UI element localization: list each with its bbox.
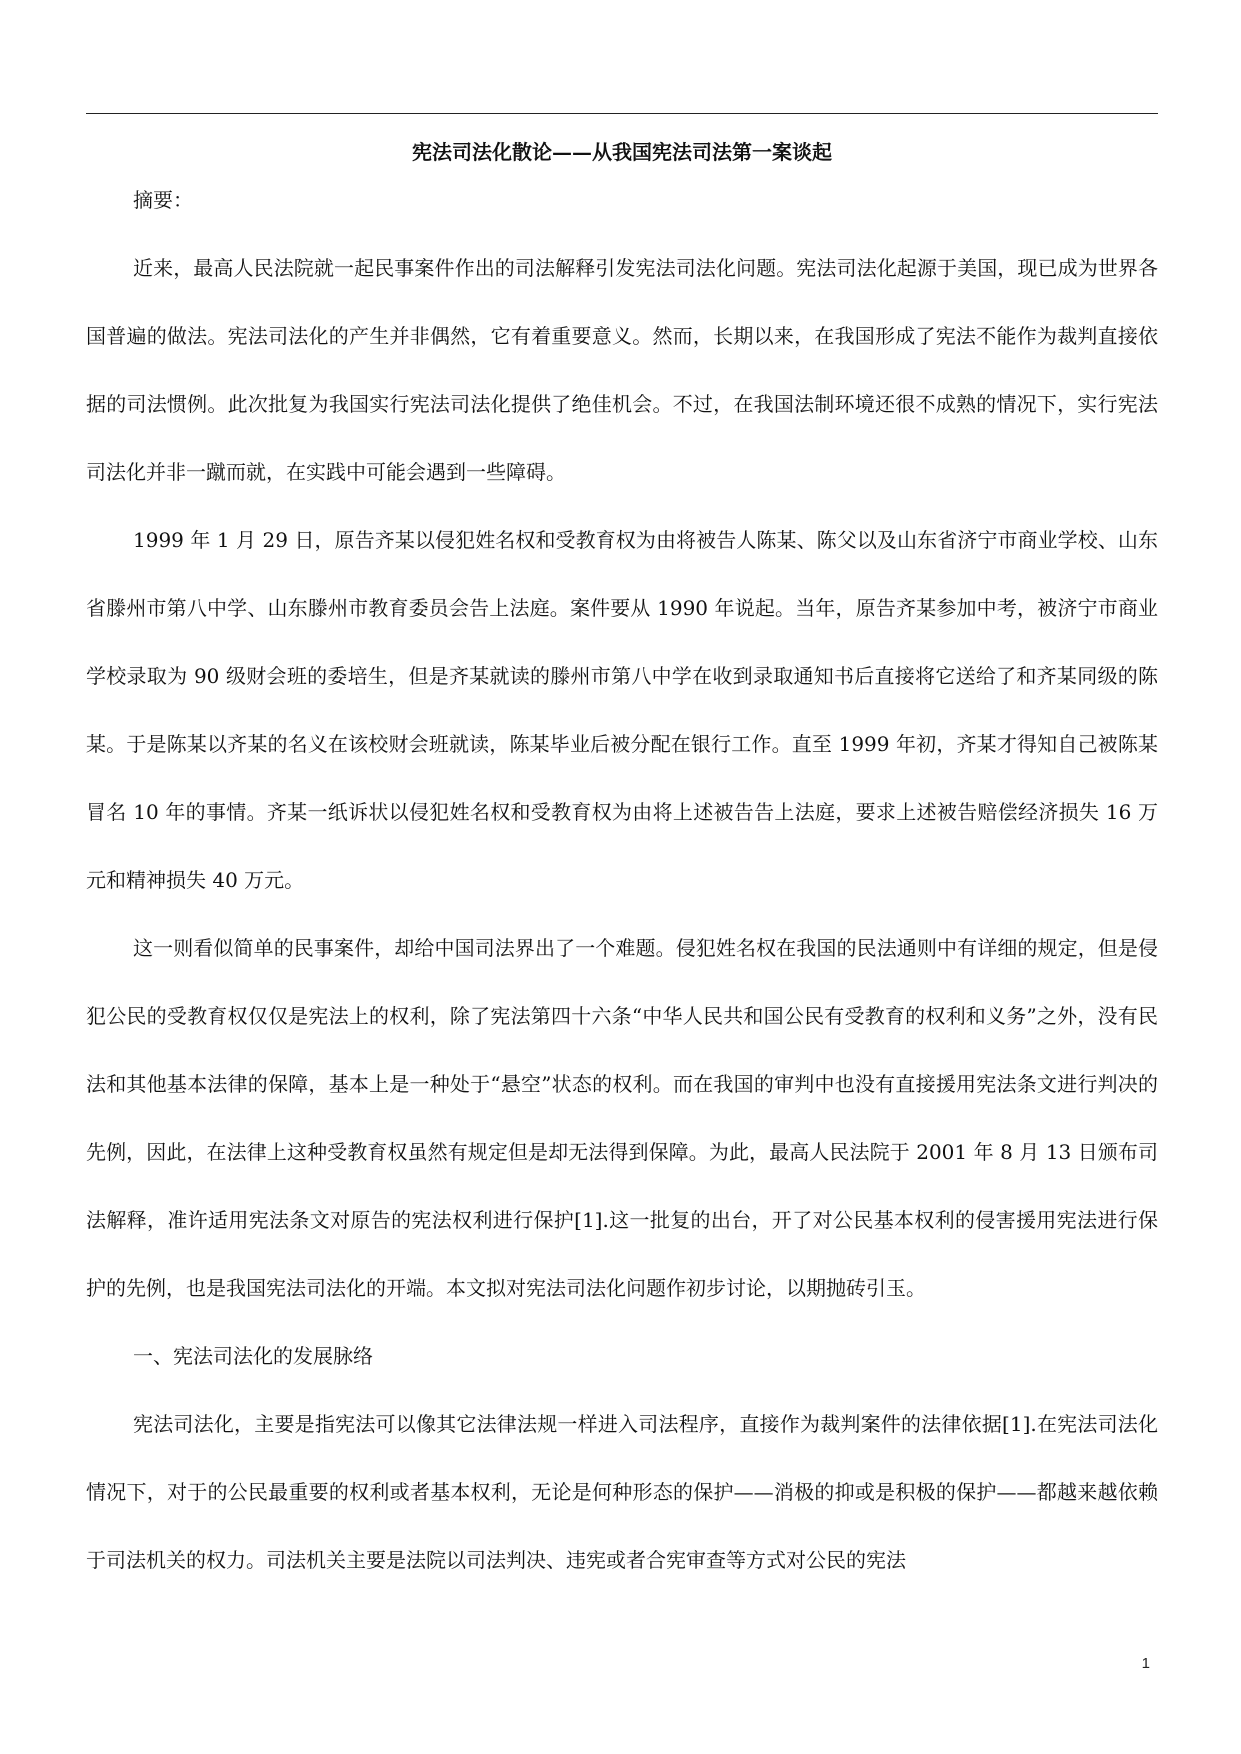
document-title: 宪法司法化散论——从我国宪法司法第一案谈起 xyxy=(412,140,832,164)
abstract-paragraph: 近来，最高人民法院就一起民事案件作出的司法解释引发宪法司法化问题。宪法司法化起源于美国，现已成为世界各国普遍的做法。宪法司法化的产生并非偶然，它有着重要意义。然而，长期以来，在我国形成了宪法不能作为裁判直接依据的司法惯例。此次批复为我国实行宪法司法化提供了绝佳机会。不过，在我国法制环境还很不成熟的情况下，实行宪法司法化并非一蹴而就，在实践中可能会遇到一些障碍。 xyxy=(86,256,1158,484)
abstract-heading: 摘要： xyxy=(133,188,193,212)
case-background-paragraph: 1999 年 1 月 29 日，原告齐某以侵犯姓名权和受教育权为由将被告人陈某、陈父以及山东省济宁市商业学校、山东省滕州市第八中学、山东滕州市教育委员会告上法庭。案件要从 1990 年说起。当年，原告齐某参加中考，被济宁市商业学校录取为 90 级财会班的委培生，但是齐某就读的滕州市第八中学在收到录取通知书后直接将它送给了和齐某同级的陈某。于是陈某以齐某的名义在该校财会班就读，陈某毕业后被分配在银行工作。直至 1999 年初，齐某才得知自己被陈某冒名 10 年的事情。齐某一纸诉状以侵犯姓名权和受教育权为由将上述被告告上法庭，要求上述被告赔偿经济损失 16 万元和精神损失 40 万元。 xyxy=(86,528,1158,892)
section-paragraph: 宪法司法化，主要是指宪法可以像其它法律法规一样进入司法程序，直接作为裁判案件的法律依据[1].在宪法司法化情况下，对于的公民最重要的权利或者基本权利，无论是何种形态的保护——消极的抑或是积极的保护——都越来越依赖于司法机关的权力。司法机关主要是法院以司法判决、违宪或者合宪审查等方式对公民的宪法 xyxy=(86,1412,1158,1572)
section-heading: 一、宪法司法化的发展脉络 xyxy=(133,1344,373,1368)
legal-problem-paragraph: 这一则看似简单的民事案件，却给中国司法界出了一个难题。侵犯姓名权在我国的民法通则中有详细的规定，但是侵犯公民的受教育权仅仅是宪法上的权利，除了宪法第四十六条“中华人民共和国公民有受教育的权利和义务”之外，没有民法和其他基本法律的保障，基本上是一种处于“悬空”状态的权利。而在我国的审判中也没有直接援用宪法条文进行判决的先例，因此，在法律上这种受教育权虽然有规定但是却无法得到保障。为此，最高人民法院于 2001 年 8 月 13 日颁布司法解释，准许适用宪法条文对原告的宪法权利进行保护[1].这一批复的出台，开了对公民基本权利的侵害援用宪法进行保护的先例，也是我国宪法司法化的开端。本文拟对宪法司法化问题作初步讨论，以期抛砖引玉。 xyxy=(86,936,1158,1300)
header-rule xyxy=(86,113,1158,114)
page-number: 1 xyxy=(1141,1655,1150,1672)
document-body xyxy=(86,166,1158,1594)
